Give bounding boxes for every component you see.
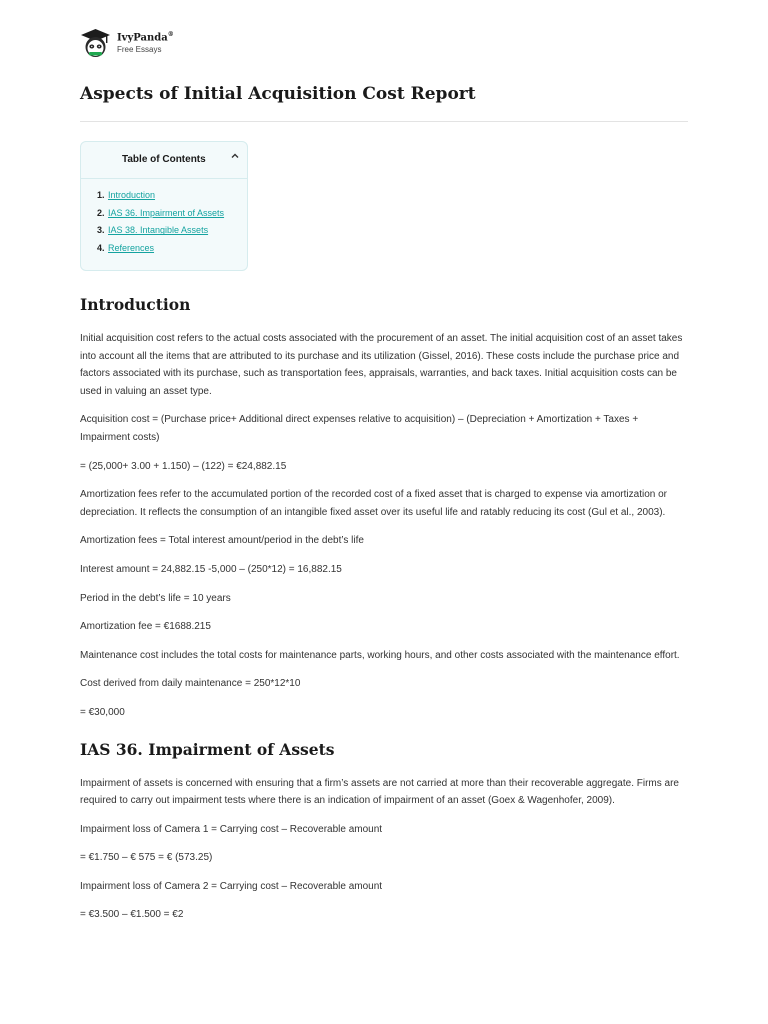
toc-item (97, 188, 224, 206)
formula: Cost derived from daily maintenance = 250*12*10 (80, 678, 301, 690)
formula: Amortization fees = Total interest amount/period in the debt’s life (80, 535, 364, 547)
paragraph: Maintenance cost includes the total costs for maintenance parts, working hours, and other costs associated with the maintenance effort. (80, 649, 680, 661)
chevron-up-icon[interactable] (231, 152, 239, 163)
article-body (80, 294, 688, 935)
formula: Impairment loss of Camera 2 = Carrying cost – Recoverable amount (80, 880, 383, 892)
toc-link-introduction[interactable]: Introduction (108, 190, 156, 200)
paragraph: Initial acquisition cost refers to the actual costs associated with the procurement of an asset. The initial acquisition cost of an asset takes into account all the items that are attributed to its purchase and its utilization (Gissel, 2016). These costs include the purchase price and factors associated with its purchase, such as transportation fees, appraisals, warranties, and back taxes. Initial acquisition costs can be used in valuing an asset type. (80, 333, 683, 397)
toc-list (97, 188, 224, 259)
site-logo[interactable] (80, 28, 174, 58)
formula: Period in the debt’s life = 10 years (80, 592, 231, 604)
toc-link-ias36[interactable]: IAS 36. Impairment of Assets (108, 207, 225, 218)
panda-graduate-icon (80, 28, 111, 58)
page-title: Aspects of Initial Acquisition Cost Report (80, 84, 476, 104)
section-heading-introduction: Introduction (80, 295, 191, 314)
formula: = €30,000 (80, 706, 125, 718)
toc-link-references[interactable]: References (108, 243, 155, 254)
formula: Interest amount = 24,882.15 -5,000 – (250*12) = 16,882.15 (80, 563, 342, 575)
formula: Impairment loss of Camera 1 = Carrying cost – Recoverable amount (80, 823, 383, 835)
logo-tagline: Free Essays (117, 44, 162, 54)
toc-item-number: 1. (97, 190, 105, 200)
toc-item (97, 206, 224, 224)
title-divider (80, 121, 688, 122)
toc-title: Table of Contents (122, 154, 206, 165)
toc-header[interactable] (81, 142, 247, 179)
toc-item-number: 4. (97, 243, 105, 254)
toc-item-number: 2. (97, 207, 105, 218)
section-heading-ias36: IAS 36. Impairment of Assets (80, 739, 335, 759)
formula: = (25,000+ 3.00 + 1.150) – (122) = €24,882.15 (80, 460, 287, 472)
paragraph: Amortization fees refer to the accumulated portion of the recorded cost of a fixed asset that is charged to expense via amortization or depreciation. It reflects the consumption of an intangible fixed asset over its useful life and ratably reducing its cost (Gul et al., 2003). (80, 489, 667, 518)
formula: Acquisition cost = (Purchase price+ Additional direct expenses relative to acquisition) – (Depreciation + Amortization + Taxes + Impairment costs) (80, 414, 639, 443)
formula: = €3.500 – €1.500 = €2 (80, 909, 184, 921)
toc-item (97, 241, 224, 259)
formula: = €1.750 – € 575 = € (573.25) (80, 852, 213, 864)
table-of-contents (80, 141, 248, 271)
toc-item-number: 3. (97, 225, 105, 236)
logo-name: IvyPanda® (117, 31, 174, 44)
toc-item (97, 223, 224, 241)
formula: Amortization fee = €1688.215 (80, 621, 211, 633)
paragraph: Impairment of assets is concerned with ensuring that a firm’s assets are not carried at more than their recoverable aggregate. Firms are required to carry out impairment tests where there is an indication of impairment of an asset (Goex & Wagenhofer, 2009). (80, 777, 679, 807)
toc-link-ias38[interactable]: IAS 38. Intangible Assets (108, 225, 209, 236)
